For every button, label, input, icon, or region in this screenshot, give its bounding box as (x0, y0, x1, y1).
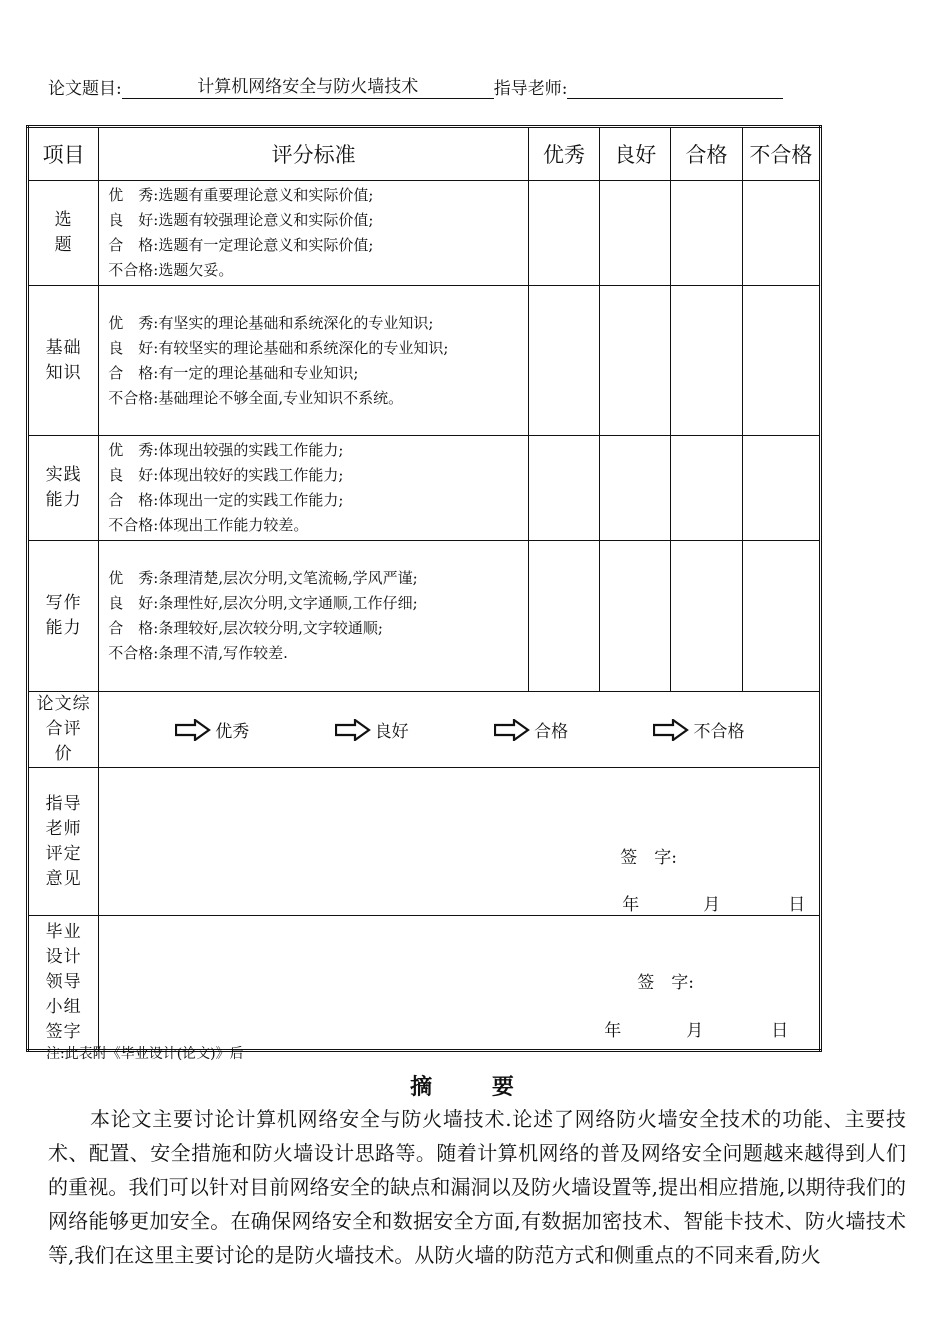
table-row-panel-sign (28, 916, 821, 1051)
grade-cell-good[interactable] (600, 286, 671, 436)
criteria-line: 不合格:选题欠妥。 (108, 261, 234, 279)
grade-cell-pass[interactable] (671, 541, 742, 692)
signature-label: 签 字: (637, 973, 694, 993)
table-row-practice (28, 436, 821, 541)
grade-cell-good[interactable] (600, 436, 671, 541)
option-label: 不合格 (693, 722, 745, 742)
arrow-right-icon (335, 719, 371, 741)
grading-table (26, 125, 822, 1052)
criteria-line: 合 格:体现出一定的实践工作能力; (108, 491, 344, 509)
grade-cell-fail[interactable] (742, 436, 820, 541)
option-excellent[interactable] (175, 717, 249, 742)
option-good[interactable] (335, 717, 409, 742)
grade-cell-fail[interactable] (742, 541, 820, 692)
thesis-header (48, 74, 848, 100)
table-row-basic-knowledge (28, 286, 821, 436)
header-item: 项目 (28, 127, 99, 181)
header-excellent: 优秀 (528, 127, 599, 181)
date-day-label: 日 (771, 1021, 789, 1041)
grade-cell-excellent[interactable] (528, 286, 599, 436)
criteria-line: 优 秀:体现出较强的实践工作能力; (108, 441, 344, 459)
grade-cell-fail[interactable] (742, 286, 820, 436)
option-label: 合格 (534, 722, 569, 742)
advisor-label: 指导老师: (493, 79, 568, 99)
panel-sign-area[interactable] (99, 916, 821, 1051)
criteria-basic-knowledge (99, 286, 529, 436)
item-advisor-opinion: 指导 老师 评定 意见 (28, 768, 99, 916)
overall-options (99, 692, 821, 768)
arrow-right-icon (653, 719, 689, 741)
item-topic: 选 题 (28, 181, 99, 286)
thesis-title-label: 论文题目: (48, 79, 122, 99)
header-pass: 合格 (671, 127, 742, 181)
criteria-line: 优 秀:条理清楚,层次分明,文笔流畅,学风严谨; (108, 569, 418, 587)
option-label: 良好 (374, 722, 409, 742)
date-year-label: 年 (622, 895, 640, 915)
criteria-line: 良 好:条理性好,层次分明,文字通顺,工作仔细; (108, 594, 418, 612)
criteria-line: 良 好:有较坚实的理论基础和系统深化的专业知识; (108, 338, 449, 357)
date-month-label: 月 (686, 1021, 704, 1041)
advisor-opinion-area[interactable] (99, 768, 821, 916)
abstract-paragraph: 本论文主要讨论计算机网络安全与防火墙技术.论述了网络防火墙安全技术的功能、主要技术、配置、安全措施和防火墙设计思路等。随着计算机网络的普及网络安全问题越来越得到人们的重视。我们可以针对目前网络安全的缺点和漏洞以及防火墙设置等,提出相应措施,以期待我们的网络能够更加安全。在确保网络安全和数据安全方面,有数据加密技术、智能卡技术、防火墙技术等,我们在这里主要讨论的是防火墙技术。从防火墙的防范方式和侧重点的不同来看,防火 (48, 1107, 906, 1267)
grade-cell-good[interactable] (600, 181, 671, 286)
table-row-overall (28, 692, 821, 768)
option-pass[interactable] (494, 717, 568, 742)
criteria-line: 合 格:有一定的理论基础和专业知识; (108, 363, 359, 382)
grade-cell-pass[interactable] (671, 181, 742, 286)
table-row-topic (28, 181, 821, 286)
header-criteria: 评分标准 (99, 127, 529, 181)
item-overall: 论文综 合评 价 (28, 692, 99, 768)
abstract-heading: 摘 要 (410, 1075, 540, 1100)
thesis-title-value: 计算机网络安全与防火墙技术 (122, 76, 494, 99)
table-footnote: 注:此表附《毕业设计(论文)》后 (46, 1046, 244, 1062)
criteria-line: 优 秀:选题有重要理论意义和实际价值; (108, 186, 374, 204)
table-row-advisor-opinion (28, 768, 821, 916)
criteria-line: 不合格:体现出工作能力较差。 (108, 516, 309, 534)
grade-cell-fail[interactable] (742, 181, 820, 286)
table-header-row (28, 127, 821, 181)
criteria-practice (99, 436, 529, 541)
table-row-writing (28, 541, 821, 692)
arrow-right-icon (494, 719, 530, 741)
criteria-line: 良 好:选题有较强理论意义和实际价值; (108, 211, 374, 229)
criteria-writing (99, 541, 529, 692)
grade-cell-excellent[interactable] (528, 181, 599, 286)
header-fail: 不合格 (742, 127, 820, 181)
date-year-label: 年 (604, 1021, 622, 1041)
option-label: 优秀 (215, 722, 250, 742)
criteria-line: 合 格:选题有一定理论意义和实际价值; (108, 236, 374, 254)
criteria-line: 优 秀:有坚实的理论基础和系统深化的专业知识; (108, 313, 434, 332)
grade-cell-pass[interactable] (671, 286, 742, 436)
grade-cell-excellent[interactable] (528, 436, 599, 541)
grade-cell-excellent[interactable] (528, 541, 599, 692)
arrow-right-icon (175, 719, 211, 741)
item-panel-sign: 毕业 设计 领导 小组 签字 (28, 916, 99, 1051)
grade-cell-pass[interactable] (671, 436, 742, 541)
criteria-line: 不合格:基础理论不够全面,专业知识不系统。 (108, 388, 404, 407)
date-day-label: 日 (788, 895, 806, 915)
criteria-topic (99, 181, 529, 286)
criteria-line: 良 好:体现出较好的实践工作能力; (108, 466, 344, 484)
item-basic-knowledge: 基础 知识 (28, 286, 99, 436)
date-month-label: 月 (703, 895, 721, 915)
header-good: 良好 (600, 127, 671, 181)
advisor-value (567, 76, 783, 99)
grade-cell-good[interactable] (600, 541, 671, 692)
signature-label: 签 字: (620, 848, 677, 868)
criteria-line: 合 格:条理较好,层次较分明,文字较通顺; (108, 619, 383, 637)
criteria-line: 不合格:条理不清,写作较差. (108, 644, 288, 662)
option-fail[interactable] (653, 717, 744, 742)
item-practice: 实践 能力 (28, 436, 99, 541)
item-writing: 写作 能力 (28, 541, 99, 692)
